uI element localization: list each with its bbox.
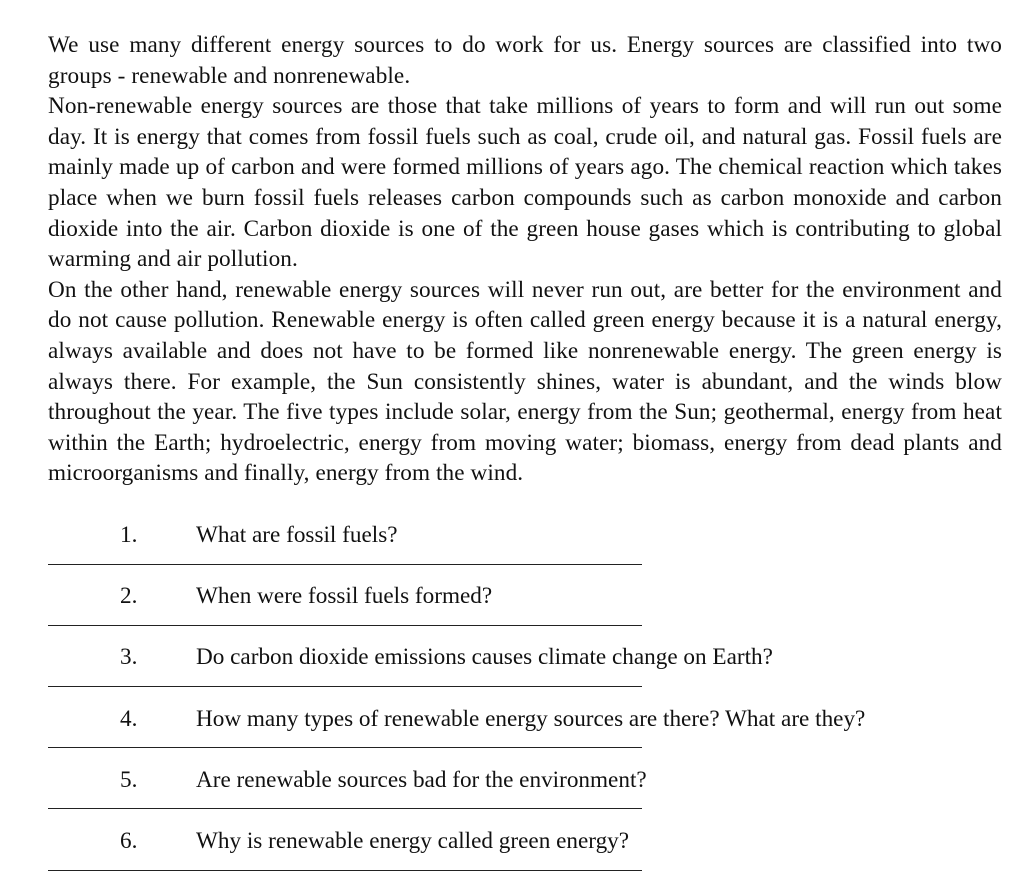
- question-item: [48, 581, 1002, 612]
- answer-line-3[interactable]: [48, 673, 1002, 704]
- question-list: [48, 520, 1002, 887]
- answer-rule: [48, 808, 642, 809]
- question-text: How many types of renewable energy sources are there? What are they?: [196, 705, 866, 732]
- question-number: 6.: [120, 827, 138, 854]
- worksheet-page: [48, 30, 1002, 854]
- question-item: [48, 826, 1002, 857]
- reading-passage: [48, 30, 1002, 489]
- question-text: Why is renewable energy called green energy?: [196, 827, 630, 854]
- answer-line-2[interactable]: [48, 612, 1002, 643]
- answer-rule: [48, 686, 642, 687]
- answer-rule: [48, 870, 642, 871]
- passage-paragraph-intro: We use many different energy sources to do work for us. Energy sources are classified into two groups - renewable and nonrenewable.: [48, 32, 1002, 89]
- question-item: [48, 520, 1002, 551]
- question-number: 4.: [120, 705, 138, 732]
- question-number: 5.: [120, 766, 138, 793]
- question-item: [48, 642, 1002, 673]
- answer-rule: [48, 564, 642, 565]
- question-number: 2.: [120, 583, 138, 610]
- question-item: [48, 765, 1002, 796]
- answer-rule: [48, 747, 642, 748]
- answer-line-4[interactable]: [48, 734, 1002, 765]
- question-number: 1.: [120, 522, 138, 548]
- answer-line-5[interactable]: [48, 795, 1002, 826]
- question-text: What are fossil fuels?: [196, 522, 398, 548]
- question-number: 3.: [120, 644, 138, 671]
- question-text: Do carbon dioxide emissions causes climate change on Earth?: [196, 644, 773, 671]
- answer-line-6[interactable]: [48, 857, 1002, 887]
- answer-line-1[interactable]: [48, 551, 1002, 582]
- question-text: When were fossil fuels formed?: [196, 583, 493, 610]
- question-item: [48, 704, 1002, 735]
- passage-paragraph-nonrenewable: Non-renewable energy sources are those that take millions of years to form and will run out some day. It is energy that comes from fossil fuels such as coal, crude oil, and natural gas. Fossil fuels are mainly made up of carbon and were formed millions of years ago. The chemical reaction which takes place when we burn fossil fuels releases carbon compounds such as carbon monoxide and carbon dioxide into the air. Carbon dioxide is one of the green house gases which is contributing to global warming and air pollution.: [48, 93, 1002, 273]
- question-text: Are renewable sources bad for the environment?: [196, 766, 647, 793]
- passage-paragraph-renewable: On the other hand, renewable energy sources will never run out, are better for the environment and do not cause pollution. Renewable energy is often called green energy because it is a natural energy, always available and does not have to be formed like nonrenewable energy. The green energy is always there. For example, the Sun consistently shines, water is abundant, and the winds blow throughout the year. The five types include solar, energy from the Sun; geothermal, energy from heat within the Earth; hydroelectric, energy from moving water; biomass, energy from dead plants and microorganisms and finally, energy from the wind.: [48, 276, 1002, 487]
- answer-rule: [48, 625, 642, 626]
